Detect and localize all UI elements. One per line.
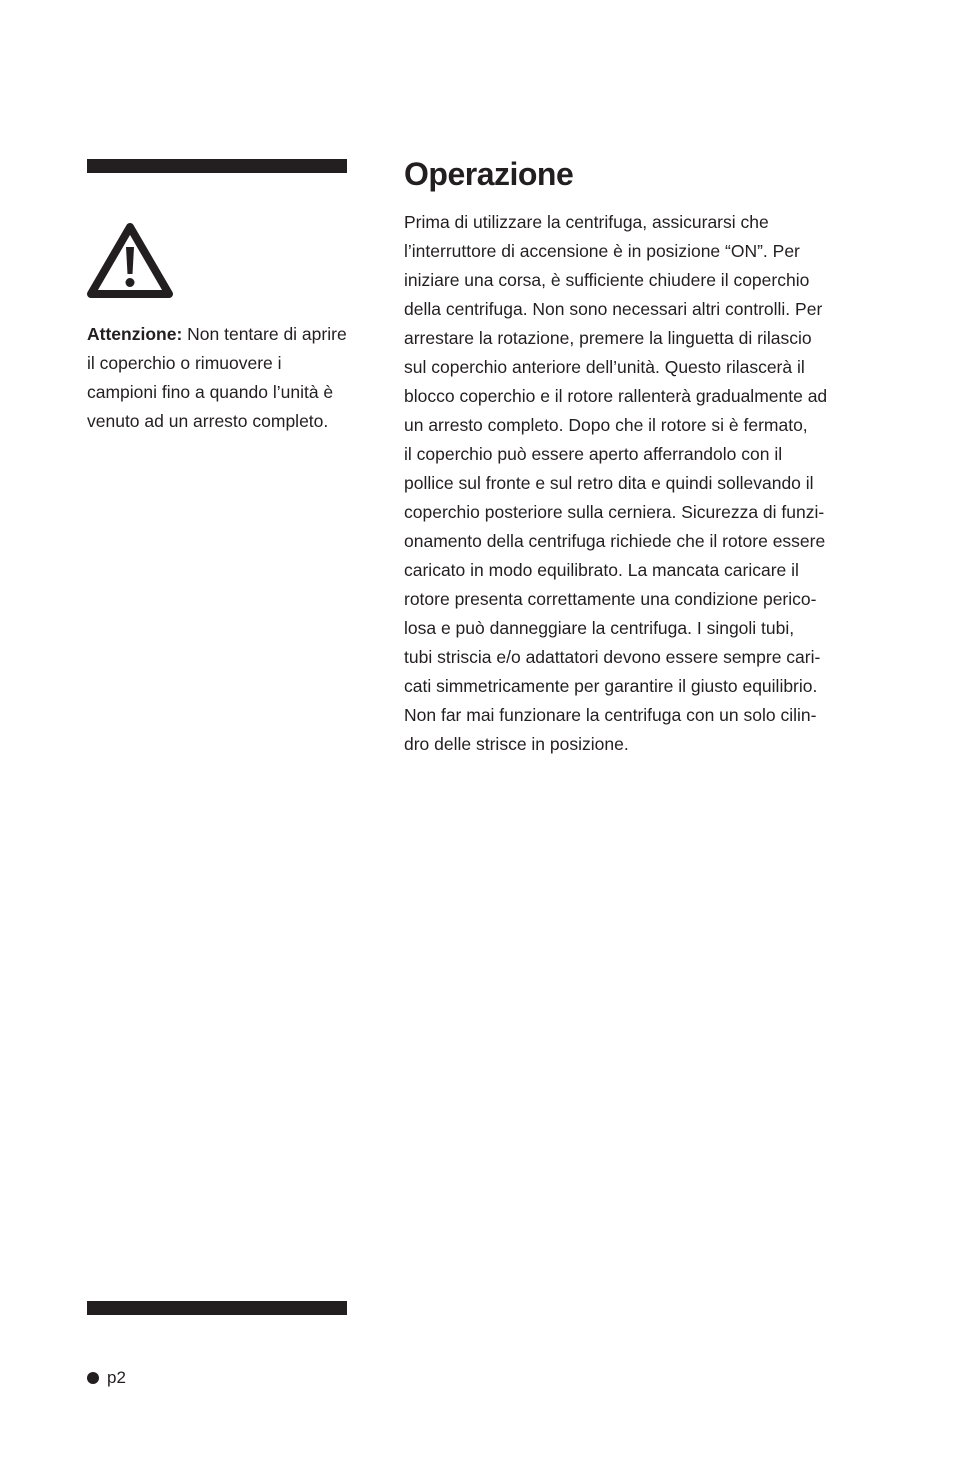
body-line: della centrifuga. Non sono necessari altri controlli. Per xyxy=(404,299,823,319)
body-line: un arresto completo. Dopo che il rotore si è fermato, xyxy=(404,415,808,435)
body-line: iniziare una corsa, è sufficiente chiudere il coperchio xyxy=(404,270,810,290)
body-line: blocco coperchio e il rotore rallenterà gradualmente ad xyxy=(404,386,828,406)
warning-triangle-icon xyxy=(86,221,174,299)
page-number-text: p2 xyxy=(107,1368,126,1387)
sidebar-bottom-rule xyxy=(87,1301,347,1315)
sidebar-top-rule xyxy=(87,159,347,173)
body-line: Prima di utilizzare la centrifuga, assicurarsi che xyxy=(404,212,769,232)
body-line: Non far mai funzionare la centrifuga con un solo cilin- xyxy=(404,705,817,725)
body-paragraph xyxy=(404,208,872,759)
warning-label: Attenzione: xyxy=(87,324,183,344)
body-line: caricato in modo equilibrato. La mancata caricare il xyxy=(404,560,799,580)
body-line: coperchio posteriore sulla cerniera. Sicurezza di funzi- xyxy=(404,502,825,522)
body-line: il coperchio può essere aperto afferrandolo con il xyxy=(404,444,783,464)
page-number xyxy=(87,1366,126,1390)
body-line: onamento della centrifuga richiede che il rotore essere xyxy=(404,531,826,551)
body-line: dro delle strisce in posizione. xyxy=(404,734,629,754)
body-line: l’interruttore di accensione è in posizione “ON”. Per xyxy=(404,241,800,261)
body-line: losa e può danneggiare la centrifuga. I singoli tubi, xyxy=(404,618,795,638)
warning-note xyxy=(87,320,352,436)
body-line: pollice sul fronte e sul retro dita e quindi sollevando il xyxy=(404,473,814,493)
body-line: sul coperchio anteriore dell’unità. Questo rilascerà il xyxy=(404,357,805,377)
warning-text: Non tentare di aprire il coperchio o rimuovere i campioni fino a quando l’unità è venuto ad un arresto completo. xyxy=(87,324,347,431)
body-line: rotore presenta correttamente una condizione perico- xyxy=(404,589,817,609)
page-title: Operazione xyxy=(404,156,574,192)
bullet-dot-icon xyxy=(87,1372,99,1384)
body-line: tubi striscia e/o adattatori devono essere sempre cari- xyxy=(404,647,821,667)
body-line: arrestare la rotazione, premere la linguetta di rilascio xyxy=(404,328,812,348)
body-line: cati simmetricamente per garantire il giusto equilibrio. xyxy=(404,676,818,696)
